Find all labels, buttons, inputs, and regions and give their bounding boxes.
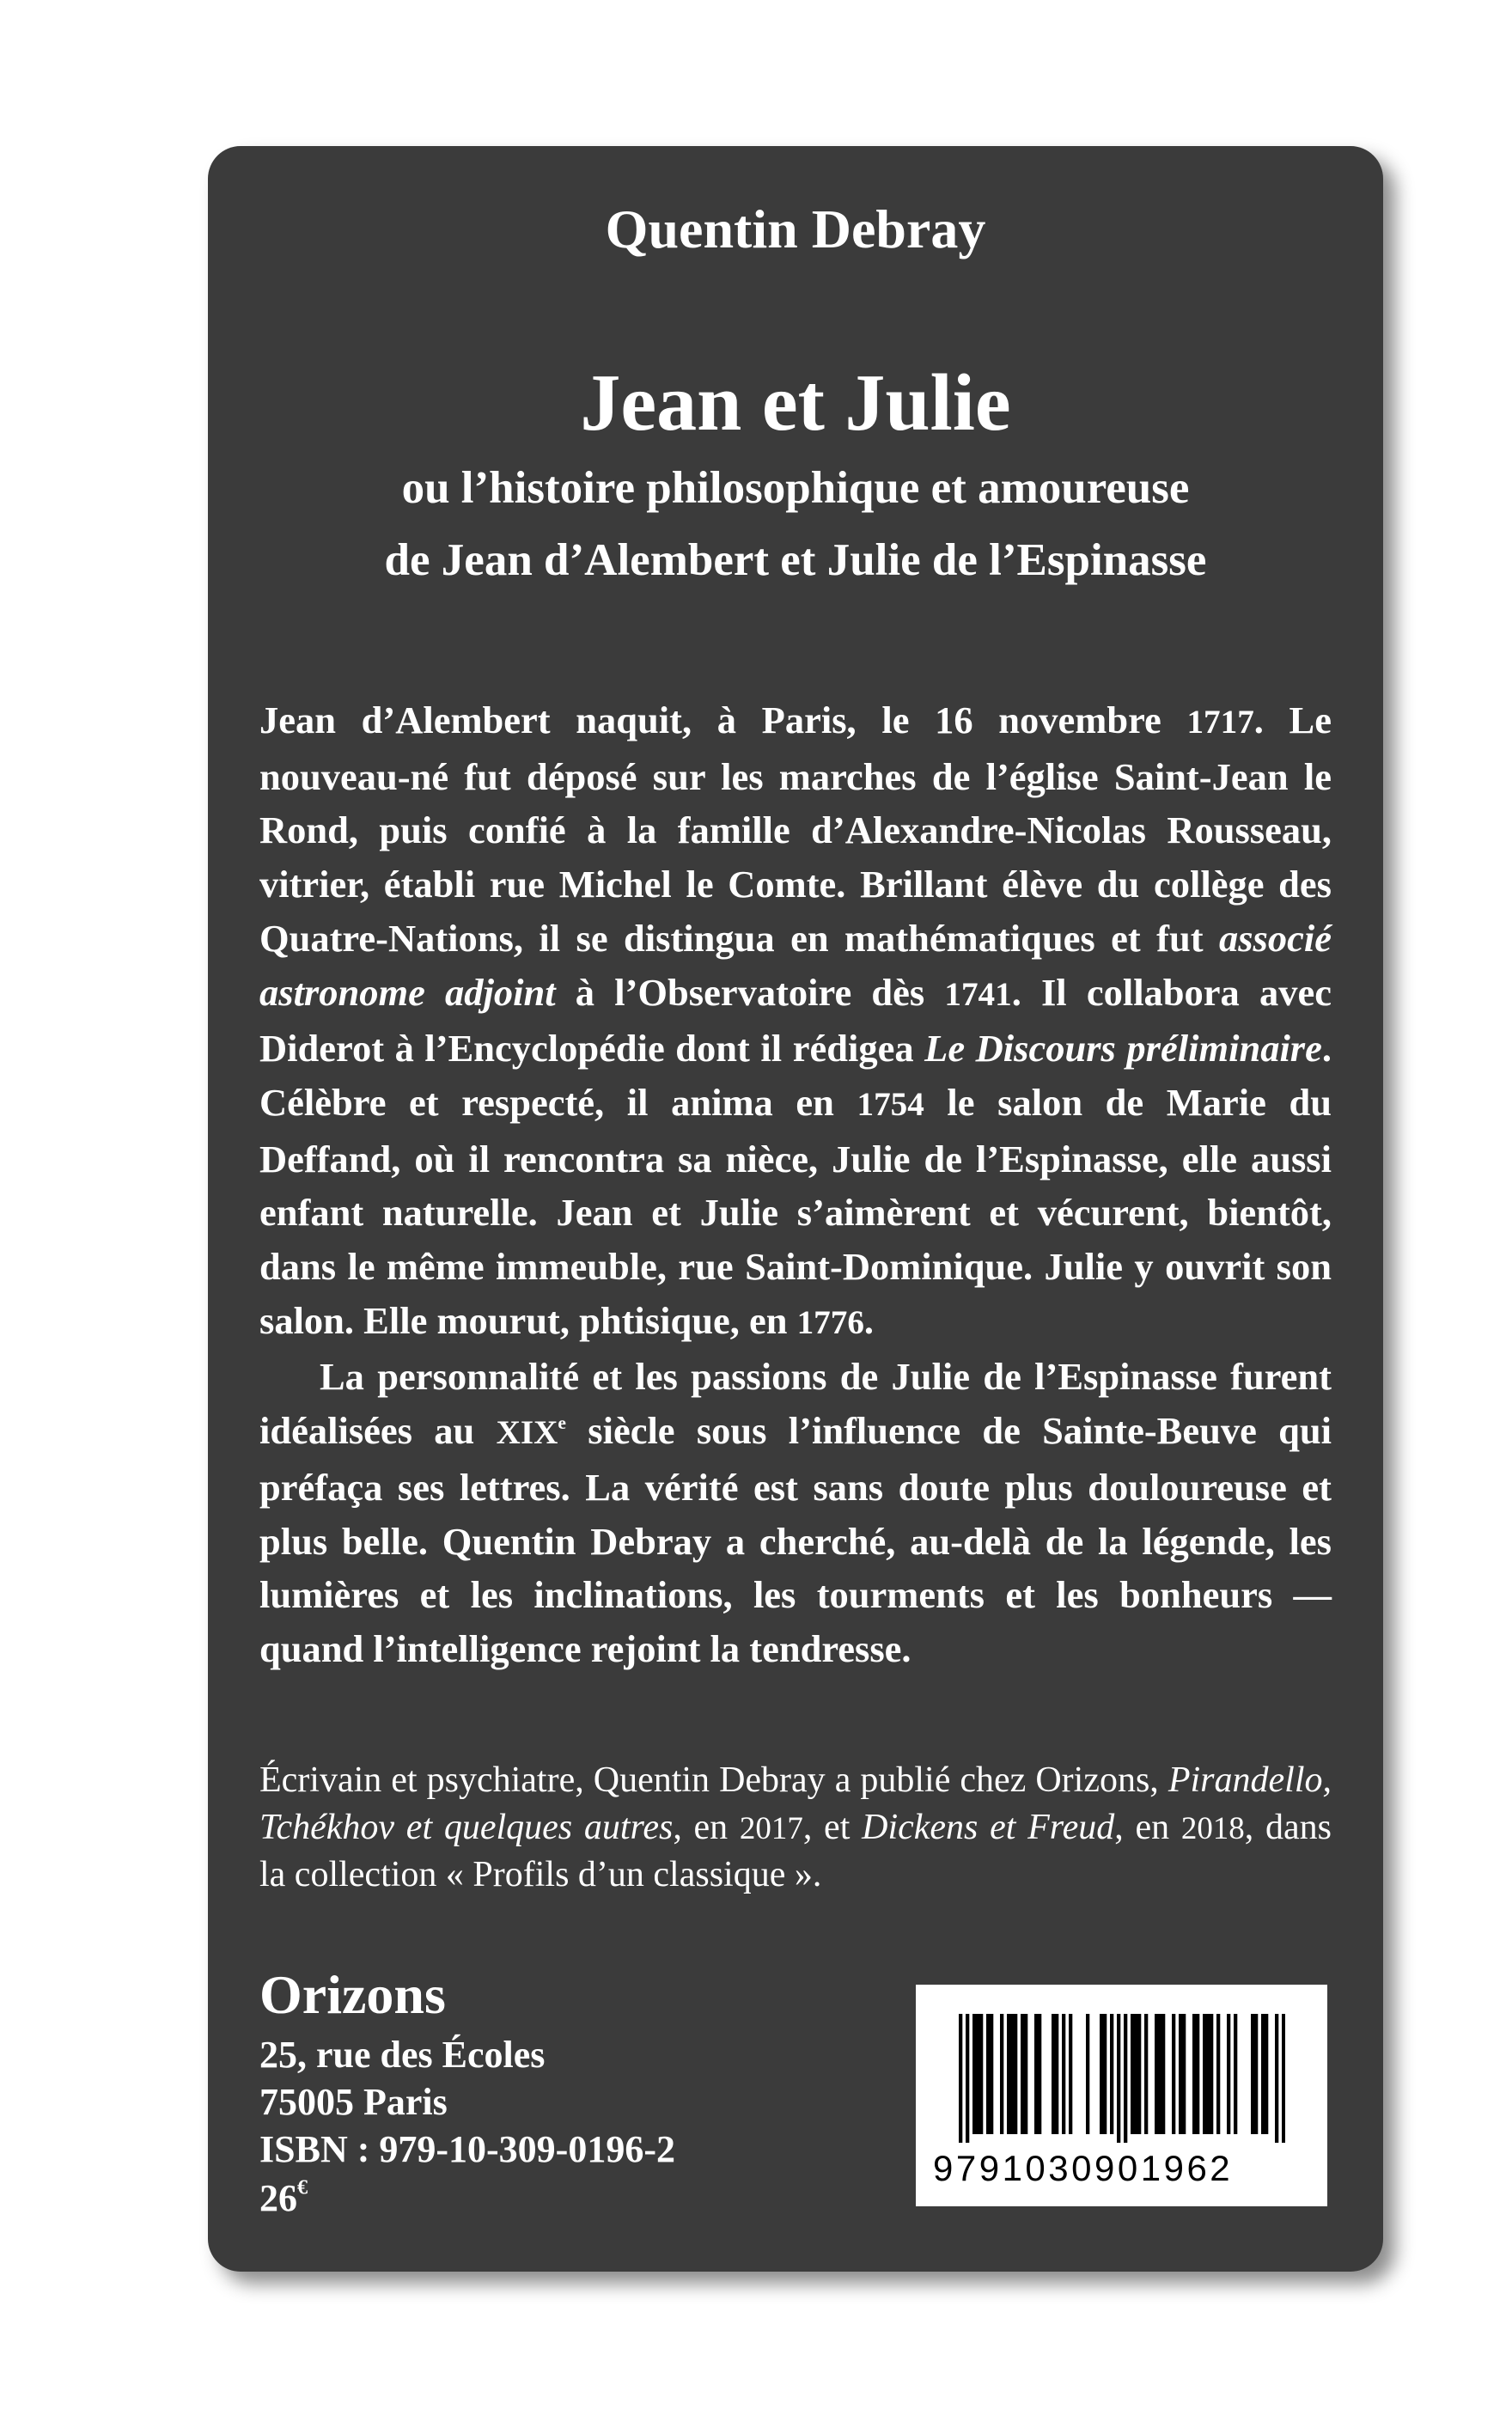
barcode-bar [1265,2014,1268,2134]
barcode-digits: 9791030901962 [933,2148,1234,2188]
barcode-bar [1196,2014,1199,2134]
barcode-bar [1210,2014,1213,2134]
barcode-bar [1161,2014,1165,2134]
barcode [916,1985,1327,2206]
barcode-bar [966,2014,969,2143]
barcode-bar [1131,2014,1134,2134]
year: 1776 [796,1303,864,1341]
year: 2018 [1180,1810,1245,1845]
barcode-bar [1086,2014,1089,2134]
barcode-bar [1227,2014,1230,2134]
currency-symbol: € [297,2175,308,2199]
summary-text [259,693,1332,1676]
barcode-bar [1172,2014,1175,2134]
publisher-name: Orizons [259,1964,446,2025]
publisher-block [259,1959,675,2224]
barcode-bar [990,2014,993,2134]
year: 1717 [1186,704,1254,741]
barcode-bar [1124,2014,1127,2143]
barcode-bar [986,2014,990,2134]
barcode-bar [1010,2014,1014,2134]
price: 26€ [259,2175,308,2219]
barcode-bar [1117,2014,1120,2143]
barcode-bar [1000,2014,1003,2134]
century: XIXe [496,1412,566,1452]
author-name: Quentin Debray [605,198,986,259]
barcode-bar [1134,2014,1137,2134]
subtitle-line-2: de Jean d’Alembert et Julie de l’Espinasse [384,535,1207,585]
barcode-bar [1014,2014,1017,2134]
back-cover [208,146,1383,2272]
italic-phrase: associé astronome adjoint [259,916,1332,1014]
barcode-bar [1069,2014,1072,2134]
barcode-bar [1103,2014,1107,2134]
publisher-street: 25, rue des Écoles [259,2034,546,2076]
barcode-bar [1282,2014,1285,2143]
barcode-bar [1158,2014,1161,2134]
barcode-bar [1021,2014,1024,2134]
barcode-bar [1254,2014,1258,2134]
book-title: Jean et Julie [580,358,1011,448]
barcode-bar [1137,2014,1141,2134]
publisher-city: 75005 Paris [259,2081,448,2123]
barcode-bar [1179,2014,1182,2134]
barcode-bar [1052,2014,1055,2134]
barcode-bar [1203,2014,1206,2134]
author-bio: Écrivain et psychiatre, Quentin Debray a publié chez Orizons, Pirandello, Tchékhov et quelques autres, en 2017, et Dickens et Freud, en 2018, dans la collection « Profils d’un classique ». [259,1760,1332,1894]
subtitle-line-1: ou l’histoire philosophique et amoureuse [401,463,1190,513]
barcode-bar [1261,2014,1265,2134]
barcode-bar [1007,2014,1010,2134]
barcode-bar [1275,2014,1278,2143]
barcode-bar [976,2014,979,2134]
year: 1741 [944,975,1012,1013]
italic-phrase: Le Discours préliminaire [924,1027,1322,1071]
barcode-bar [1024,2014,1027,2134]
barcode-bar [1038,2014,1041,2134]
barcode-bar [1216,2014,1220,2134]
barcode-bar [1234,2014,1237,2134]
barcode-bar [1100,2014,1103,2134]
barcode-bar [1055,2014,1058,2134]
barcode-bar [1144,2014,1148,2134]
barcode-bar [1182,2014,1186,2134]
barcode-bar [1034,2014,1038,2134]
italic-title: Pirandello, Tchékhov et quelques autres [259,1760,1332,1847]
barcode-bar [1251,2014,1254,2134]
isbn: ISBN : 979-10-309-0196-2 [259,2128,675,2170]
barcode-bar [1062,2014,1065,2134]
barcode-bar [1192,2014,1196,2134]
barcode-bar [979,2014,983,2134]
barcode-bar [1110,2014,1113,2134]
barcode-bar [972,2014,976,2134]
barcode-bar [959,2014,962,2143]
barcode-bar [1206,2014,1210,2134]
year: 2017 [739,1810,803,1845]
barcode-bars [959,2014,1285,2143]
barcode-bar [1155,2014,1158,2134]
italic-title: Dickens et Freud [862,1808,1115,1847]
summary-paragraph-1: Jean d’Alembert naquit, à Paris, le 16 novembre 1717. Le nouveau-né fut déposé sur les marches de l’église Saint-Jean le Rond, puis confié à la famille d’Alexandre-Nicolas Rousseau, vitrier, établi rue Michel le Comte. Brillant élève du collège des Quatre-Nations, il se distingua en mathématiques et fut associé astronome adjoint à l’Observatoire dès 1741. Il collabora avec Diderot à l’Encyclopédie dont il rédigea Le Discours préliminaire. Célèbre et respecté, il anima en 1754 le salon de Marie du Deffand, où il rencontra sa nièce, Julie de l’Espinasse, elle aussi enfant naturelle. Jean et Julie s’aimèrent et vécurent, bientôt, dans le même immeuble, rue Saint-Dominique. Julie y ouvrit son salon. Elle mourut, phtisique, en 1776. [259,698,1332,1342]
summary-paragraph-2: La personnalité et les passions de Julie de l’Espinasse furent idéalisées au XIXe siècle sous l’influence de Sainte-Beuve qui préfaça ses lettres. La vérité est sans doute plus douloureuse et plus belle. Quentin Debray a cherché, au-delà de la légende, les lumières et les inclinations, les tourments et les bonheurs — quand l’intelligence rejoint la tendresse. [259,1355,1332,1670]
year: 1754 [857,1085,924,1123]
